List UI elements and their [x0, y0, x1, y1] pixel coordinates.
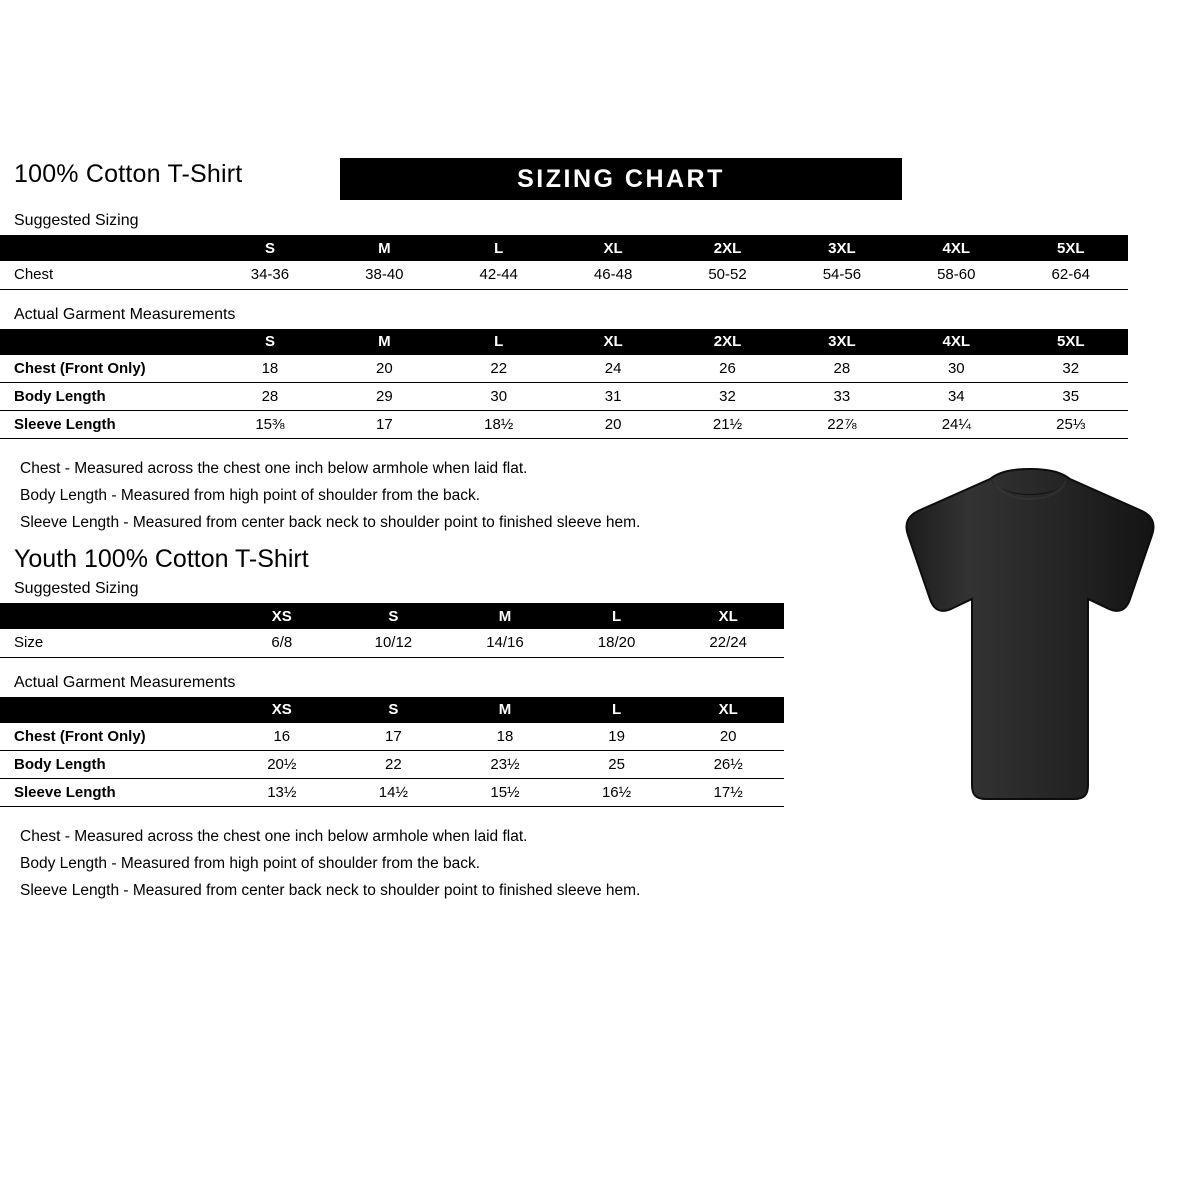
cell-value: 22/24	[672, 629, 784, 657]
cell-value: 34	[899, 383, 1013, 411]
cell-value: 30	[442, 383, 556, 411]
table-header-row	[0, 603, 784, 629]
column-header	[0, 235, 213, 261]
cell-value: 32	[670, 383, 784, 411]
row-label: Body Length	[0, 383, 213, 411]
table-row	[0, 723, 784, 751]
column-header: 4XL	[942, 239, 971, 257]
cell-value: 58-60	[899, 261, 1013, 289]
note-sleeve-length: Sleeve Length - Measured from center back neck to shoulder point to finished sleeve hem.	[20, 882, 641, 899]
table-row	[0, 779, 784, 807]
cell-value: 24	[556, 355, 670, 383]
note-chest: Chest - Measured across the chest one inch below armhole when laid flat.	[20, 460, 528, 477]
cell-value: 62-64	[1013, 261, 1128, 289]
table-header-row	[0, 329, 1128, 355]
cell-value: 14/16	[449, 629, 561, 657]
column-header: 3XL	[828, 239, 856, 257]
cell-value: 30	[899, 355, 1013, 383]
adult-suggested-sizing-table	[0, 235, 1128, 290]
cell-value: 22⅞	[785, 411, 899, 439]
cell-value: 18	[213, 355, 327, 383]
cell-value: 21½	[670, 411, 784, 439]
youth-section	[0, 545, 800, 904]
cell-value: 31	[556, 383, 670, 411]
table-row	[0, 629, 784, 657]
cell-value: 38-40	[327, 261, 441, 289]
table-row	[0, 383, 1128, 411]
note-sleeve-length: Sleeve Length - Measured from center back neck to shoulder point to finished sleeve hem.	[20, 514, 641, 531]
column-header: 5XL	[1056, 333, 1085, 350]
youth-actual-measurements-table	[0, 697, 784, 808]
cell-value: 32	[1013, 355, 1128, 383]
column-header: 2XL	[713, 239, 742, 257]
youth-notes	[20, 823, 800, 904]
row-label: Chest	[0, 261, 213, 289]
column-header	[0, 697, 226, 723]
cell-value: 46-48	[556, 261, 670, 289]
column-header: M	[498, 701, 512, 718]
column-header: XS	[271, 701, 292, 718]
column-header: XS	[271, 607, 292, 625]
note-chest: Chest - Measured across the chest one inch below armhole when laid flat.	[20, 828, 528, 845]
row-label: Sleeve Length	[0, 411, 213, 439]
note-body-length: Body Length - Measured from high point of shoulder from the back.	[20, 855, 481, 872]
cell-value: 15⅜	[213, 411, 327, 439]
product-image	[890, 465, 1170, 810]
cell-value: 23½	[449, 751, 561, 779]
cell-value: 25	[561, 751, 673, 779]
table-row	[0, 751, 784, 779]
cell-value: 20	[672, 723, 784, 751]
cell-value: 29	[327, 383, 441, 411]
column-header: S	[264, 239, 275, 257]
sizing-chart-banner	[340, 158, 902, 200]
cell-value: 28	[785, 355, 899, 383]
black-tshirt-icon	[890, 465, 1170, 810]
row-label: Chest (Front Only)	[0, 355, 213, 383]
column-header: L	[494, 333, 504, 350]
column-header	[0, 329, 213, 355]
youth-title: Youth 100% Cotton T-Shirt	[14, 545, 309, 573]
cell-value: 14½	[338, 779, 450, 807]
table-row	[0, 355, 1128, 383]
cell-value: 35	[1013, 383, 1128, 411]
table-row	[0, 261, 1128, 289]
column-header: S	[388, 607, 399, 625]
row-label: Size	[0, 629, 226, 657]
column-header: M	[378, 239, 391, 257]
cell-value: 19	[561, 723, 673, 751]
cell-value: 26	[670, 355, 784, 383]
column-header: 4XL	[942, 333, 971, 350]
column-header: L	[611, 701, 622, 718]
youth-suggested-sizing-label: Suggested Sizing	[14, 580, 139, 597]
youth-suggested-sizing-table	[0, 603, 784, 658]
cell-value: 10/12	[338, 629, 450, 657]
cell-value: 18½	[442, 411, 556, 439]
adult-actual-measurements-label: Actual Garment Measurements	[14, 305, 236, 323]
column-header: XL	[603, 333, 623, 350]
column-header: S	[264, 333, 275, 350]
cell-value: 26½	[672, 751, 784, 779]
adult-actual-measurements-table	[0, 329, 1128, 440]
cell-value: 42-44	[442, 261, 556, 289]
column-header: XL	[718, 701, 738, 718]
cell-value: 50-52	[670, 261, 784, 289]
cell-value: 34-36	[213, 261, 327, 289]
column-header: L	[494, 239, 504, 257]
table-header-row	[0, 697, 784, 723]
cell-value: 25⅓	[1013, 411, 1128, 439]
column-header: L	[611, 607, 622, 625]
cell-value: 18	[449, 723, 561, 751]
sizing-chart-banner-label: SIZING CHART	[517, 164, 725, 193]
cell-value: 6/8	[226, 629, 338, 657]
cell-value: 22	[338, 751, 450, 779]
column-header: 5XL	[1056, 239, 1085, 257]
adult-suggested-sizing-label: Suggested Sizing	[14, 212, 139, 229]
column-header	[0, 603, 226, 629]
row-label: Sleeve Length	[0, 779, 226, 807]
cell-value: 20	[327, 355, 441, 383]
column-header: 3XL	[828, 333, 856, 350]
adult-title-row	[0, 160, 1128, 206]
column-header: M	[378, 333, 391, 350]
cell-value: 20	[556, 411, 670, 439]
row-label: Chest (Front Only)	[0, 723, 226, 751]
cell-value: 17½	[672, 779, 784, 807]
column-header: XL	[603, 239, 623, 257]
cell-value: 18/20	[561, 629, 673, 657]
cell-value: 16	[226, 723, 338, 751]
cell-value: 13½	[226, 779, 338, 807]
cell-value: 20½	[226, 751, 338, 779]
column-header: M	[498, 607, 512, 625]
cell-value: 33	[785, 383, 899, 411]
column-header: 2XL	[713, 333, 742, 350]
cell-value: 54-56	[785, 261, 899, 289]
page-title: 100% Cotton T-Shirt	[14, 160, 243, 188]
cell-value: 24¼	[899, 411, 1013, 439]
youth-actual-measurements-label: Actual Garment Measurements	[14, 673, 236, 691]
row-label: Body Length	[0, 751, 226, 779]
column-header: S	[388, 701, 399, 718]
cell-value: 15½	[449, 779, 561, 807]
table-header-row	[0, 235, 1128, 261]
table-row	[0, 411, 1128, 439]
note-body-length: Body Length - Measured from high point of shoulder from the back.	[20, 487, 481, 504]
cell-value: 17	[327, 411, 441, 439]
cell-value: 28	[213, 383, 327, 411]
column-header: XL	[718, 607, 738, 625]
cell-value: 16½	[561, 779, 673, 807]
cell-value: 17	[338, 723, 450, 751]
cell-value: 22	[442, 355, 556, 383]
